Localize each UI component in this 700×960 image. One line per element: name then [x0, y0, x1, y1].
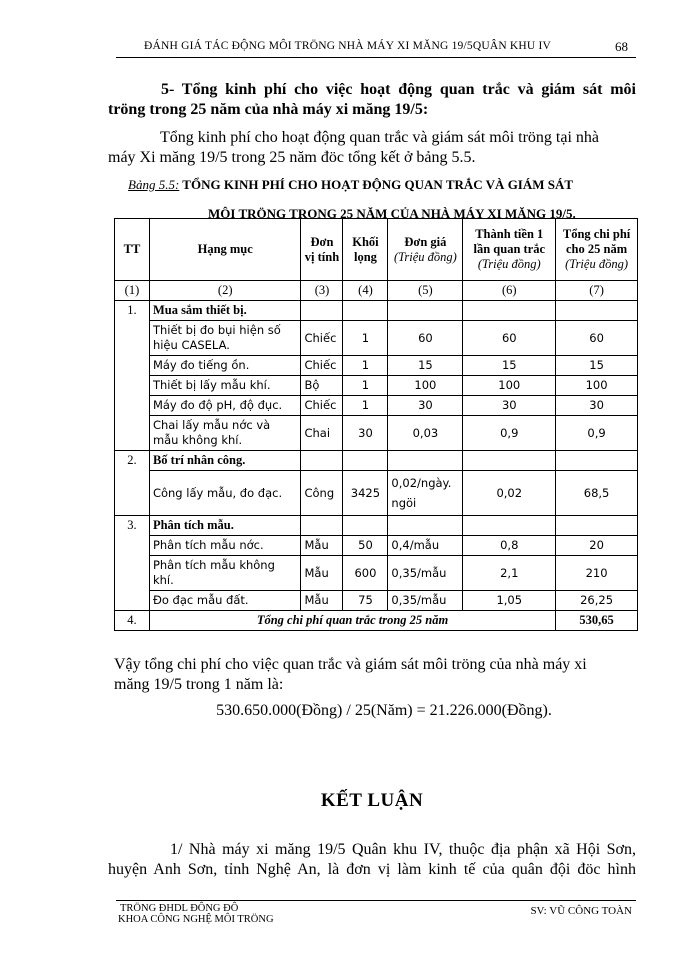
row-price: 15 — [388, 356, 463, 376]
row-item: Máy đo độ pH, độ đục. — [149, 396, 301, 416]
table-row — [115, 471, 638, 516]
row-total: 68,5 — [556, 471, 638, 516]
col-number: (3) — [301, 281, 343, 301]
header-title: ĐÁNH GIÁ TÁC ĐỘNG MÔI TRÖNG NHÀ MÁY XI MĂNG 19/5QUÂN KHU IV — [144, 40, 552, 52]
table-row — [115, 556, 638, 591]
row-cost1: 100 — [463, 376, 556, 396]
header-cost1-label: Thành tiền 1 lần quan trắc — [473, 227, 546, 256]
total-tt: 4. — [115, 611, 150, 631]
conclusion-line2: huyện Anh Sơn, tỉnh Nghệ An, là đơn vị làm kinh tế của quân đội đöc hình — [108, 861, 636, 878]
table-row — [115, 396, 638, 416]
group-tt: 2. — [115, 451, 150, 516]
row-price: 60 — [388, 321, 463, 356]
row-item: Phân tích mẫu không khí. — [149, 556, 301, 591]
row-unit: Mẫu — [301, 536, 343, 556]
total-value: 530,65 — [556, 611, 638, 631]
header-cost1-unit: (Triệu đồng) — [477, 257, 541, 271]
group-row — [115, 451, 638, 471]
row-qty: 1 — [343, 356, 388, 376]
header-item: Hạng mục — [149, 219, 301, 281]
row-total: 100 — [556, 376, 638, 396]
summary-line2: măng 19/5 trong 1 năm là: — [114, 676, 284, 693]
caption-label: Bảng 5.5: — [128, 177, 180, 192]
col-number: (1) — [115, 281, 150, 301]
row-unit: Công — [301, 471, 343, 516]
row-item: Công lấy mẫu, đo đạc. — [149, 471, 301, 516]
group-title: Phân tích mẫu. — [149, 516, 301, 536]
group-title: Bố trí nhân công. — [149, 451, 301, 471]
footer-author: SV: VŨ CÔNG TOÀN — [530, 905, 632, 917]
row-unit: Chiếc — [301, 356, 343, 376]
summary-paragraph — [108, 655, 636, 695]
row-qty: 75 — [343, 591, 388, 611]
row-unit: Mẫu — [301, 556, 343, 591]
row-total: 210 — [556, 556, 638, 591]
row-cost1: 0,02 — [463, 471, 556, 516]
row-price: 0,03 — [388, 416, 463, 451]
row-qty: 30 — [343, 416, 388, 451]
row-qty: 1 — [343, 321, 388, 356]
row-unit: Chai — [301, 416, 343, 451]
annual-cost-formula: 530.650.000(Đồng) / 25(Năm) = 21.226.000(Đồng). — [216, 702, 552, 719]
group-row — [115, 301, 638, 321]
page-footer — [116, 900, 636, 925]
row-price: 0,02/ngày. ngöi — [388, 471, 463, 516]
row-unit: Mẫu — [301, 591, 343, 611]
row-qty: 600 — [343, 556, 388, 591]
row-price: 0,35/mẫu — [388, 591, 463, 611]
caption-line1: TỔNG KINH PHÍ CHO HOẠT ĐỘNG QUAN TRẮC VÀ GIÁM SÁT — [179, 177, 574, 192]
row-cost1: 0,9 — [463, 416, 556, 451]
row-price: 0,4/mẫu — [388, 536, 463, 556]
footer-school: TRÖNG ĐHDL ĐÔNG ĐÔ — [120, 903, 239, 914]
intro-paragraph — [108, 128, 636, 168]
row-total: 15 — [556, 356, 638, 376]
row-total: 26,25 — [556, 591, 638, 611]
row-unit: Chiếc — [301, 396, 343, 416]
conclusion-heading: KẾT LUẬN — [320, 790, 424, 811]
header-total — [556, 219, 638, 281]
row-total: 0,9 — [556, 416, 638, 451]
row-total: 20 — [556, 536, 638, 556]
row-cost1: 1,05 — [463, 591, 556, 611]
table-row — [115, 356, 638, 376]
row-unit: Bộ — [301, 376, 343, 396]
page-number: 68 — [615, 39, 628, 54]
row-item: Phân tích mẫu nớc. — [149, 536, 301, 556]
conclusion-line1: 1/ Nhà máy xi măng 19/5 Quân khu IV, thuộc địa phận xã Hội Sơn, — [170, 841, 636, 858]
row-item: Đo đạc mẫu đất. — [149, 591, 301, 611]
row-qty: 3425 — [343, 471, 388, 516]
total-label: Tổng chi phí quan trắc trong 25 năm — [149, 611, 555, 631]
row-qty: 1 — [343, 376, 388, 396]
table-row — [115, 536, 638, 556]
group-row — [115, 516, 638, 536]
header-price-label: Đơn giá — [404, 234, 447, 249]
row-total: 30 — [556, 396, 638, 416]
col-number-row — [115, 281, 638, 301]
col-number: (2) — [149, 281, 301, 301]
row-unit: Chiếc — [301, 321, 343, 356]
summary-line1: Vậy tổng chi phí cho việc quan trắc và giám sát môi tröng của nhà máy xi — [114, 656, 587, 673]
group-title: Mua sắm thiết bị. — [149, 301, 301, 321]
col-number: (6) — [463, 281, 556, 301]
header-price — [388, 219, 463, 281]
row-item: Thiết bị lấy mẫu khí. — [149, 376, 301, 396]
row-cost1: 15 — [463, 356, 556, 376]
table-row — [115, 321, 638, 356]
header-price-unit: (Triệu đồng) — [393, 249, 457, 264]
row-item: Máy đo tiếng ồn. — [149, 356, 301, 376]
col-number: (5) — [388, 281, 463, 301]
row-item: Thiết bị đo bụi hiện số hiệu CASELA. — [149, 321, 301, 356]
header-total-unit: (Triệu đồng) — [565, 257, 628, 271]
col-number: (4) — [343, 281, 388, 301]
intro-line1: Tổng kinh phí cho hoạt động quan trắc và giám sát môi tröng tại nhà — [160, 129, 600, 146]
section-title-line1: 5- Tổng kinh phí cho việc hoạt động quan trắc và giám sát môi — [161, 81, 636, 98]
caption-line2: MÔI TRÖNG TRONG 25 NĂM CỦA NHÀ MÁY XI MĂNG 19/5. — [208, 206, 576, 221]
row-cost1: 0,8 — [463, 536, 556, 556]
table-body — [115, 281, 638, 631]
row-price: 30 — [388, 396, 463, 416]
row-cost1: 30 — [463, 396, 556, 416]
table-caption — [128, 176, 638, 222]
row-total: 60 — [556, 321, 638, 356]
group-tt: 1. — [115, 301, 150, 451]
intro-line2: máy Xi măng 19/5 trong 25 năm đöc tổng kết ở bảng 5.5. — [108, 149, 476, 166]
row-price: 100 — [388, 376, 463, 396]
conclusion-paragraph — [108, 840, 636, 880]
footer-faculty: KHOA CÔNG NGHỆ MÔI TRÖNG — [118, 914, 274, 925]
header-tt: TT — [115, 219, 150, 281]
page-header — [116, 38, 636, 58]
cost-table — [114, 218, 638, 631]
row-qty: 50 — [343, 536, 388, 556]
table-row — [115, 416, 638, 451]
col-number: (7) — [556, 281, 638, 301]
header-qty: Khối lọng — [343, 219, 388, 281]
row-cost1: 60 — [463, 321, 556, 356]
table-row — [115, 591, 638, 611]
row-price: 0,35/mẫu — [388, 556, 463, 591]
row-qty: 1 — [343, 396, 388, 416]
header-unit: Đơn vị tính — [301, 219, 343, 281]
section-title — [108, 80, 636, 120]
total-row — [115, 611, 638, 631]
group-tt: 3. — [115, 516, 150, 611]
header-total-label: Tổng chi phí cho 25 năm — [562, 227, 631, 256]
row-item: Chai lấy mẫu nớc và mẫu không khí. — [149, 416, 301, 451]
row-cost1: 2,1 — [463, 556, 556, 591]
section-title-line2: tröng trong 25 năm của nhà máy xi măng 19/5: — [108, 101, 429, 118]
table-row — [115, 376, 638, 396]
header-cost1 — [463, 219, 556, 281]
